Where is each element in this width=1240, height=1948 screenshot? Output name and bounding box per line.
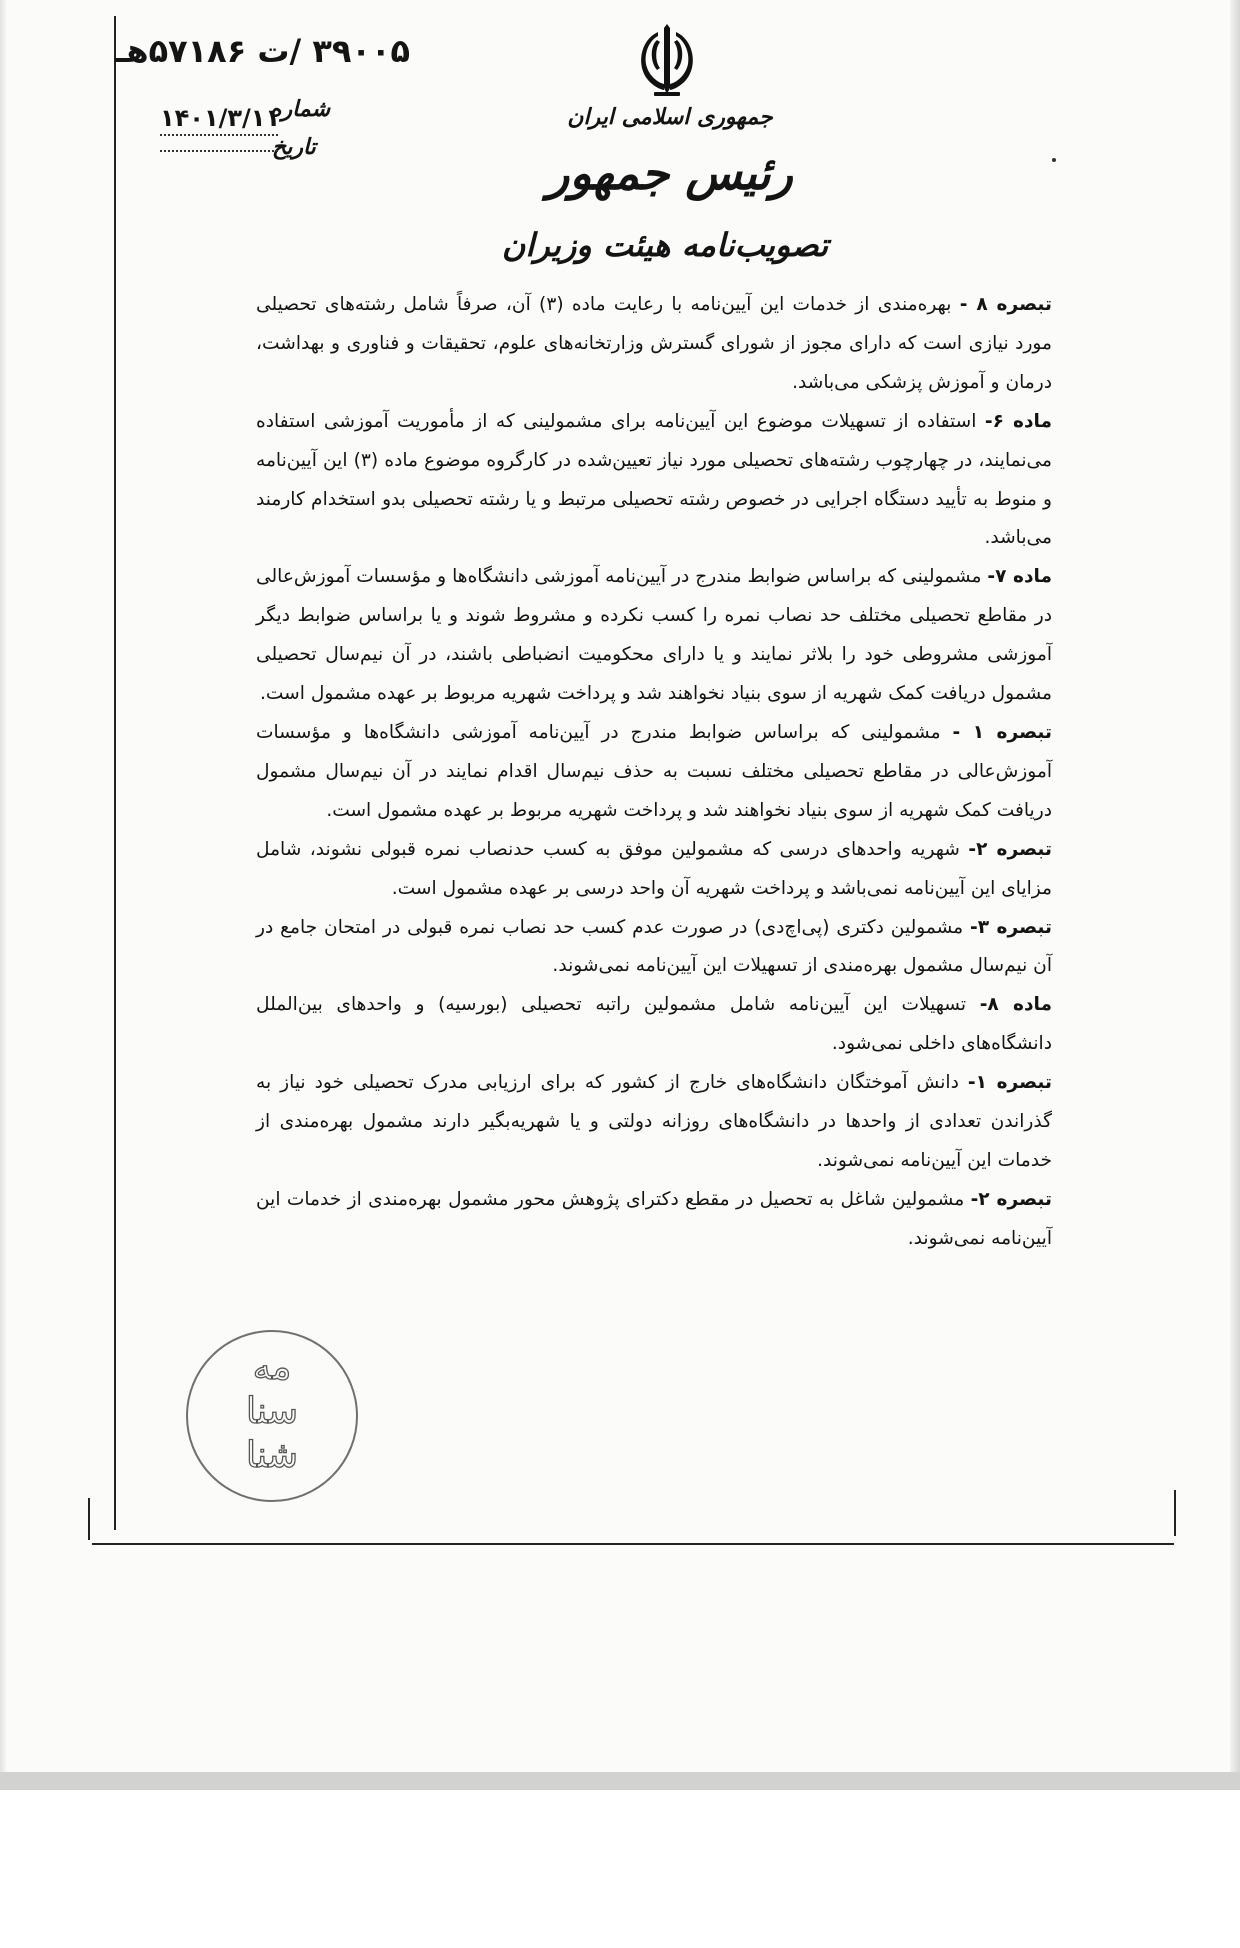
clause-heading: ماده ۸- <box>979 994 1052 1016</box>
clause-text: مشمولینی که براساس ضوابط مندرج در آیین‌نامه آموزشی دانشگاه‌ها و مؤسسات آموزش‌عالی در مقاطع تحصیلی مختلف حد نصاب نمره را کسب نکرده و مشروط شوند و یا براساس ضوابط دیگر آموزشی مشروطی خود را بلاثر نمایند و یا دارای محکومیت انضباطی باشند، در آن نیم‌سال تحصیلی مشمول دریافت کمک شهریه از سوی بنیاد نخواهند شد و پرداخت شهریه مربوط بر عهده مشمول است. <box>256 566 1052 705</box>
clause-heading: ماده ۶- <box>984 410 1052 432</box>
paragraph <box>256 1181 1052 1259</box>
clause-heading: تبصره ۱ - <box>952 721 1052 743</box>
clause-text: تسهیلات این آیین‌نامه شامل مشمولین راتبه تحصیلی (بورسیه) و واحدهای بین‌الملل دانشگاه‌های داخلی نمی‌شود. <box>256 994 1052 1055</box>
scan-bottom-border <box>0 1772 1240 1790</box>
date-dotted-line <box>160 150 278 152</box>
country-name: جمهوری اسلامی ایران <box>567 104 773 130</box>
office-title: رئیس جمهور <box>547 146 793 200</box>
page-right-edge <box>1230 0 1240 1772</box>
clause-text: مشمولین دکتری (پی‌اچ‌دی) در صورت عدم کسب حد نصاب نمره قبولی در امتحان جامع در آن نیم‌سال مشمول بهره‌مندی از تسهیلات این آیین‌نامه نمی‌شوند. <box>256 916 1052 977</box>
clause-heading: تبصره ۳- <box>970 916 1052 938</box>
stamp-line: مه <box>252 1347 292 1388</box>
paragraph <box>256 1064 1052 1181</box>
document-type: تصویب‌نامه هیئت وزیران <box>501 226 829 264</box>
paragraph <box>256 831 1052 909</box>
clause-heading: ماده ۷- <box>987 566 1052 588</box>
stamp-line: سنا <box>246 1391 298 1432</box>
paragraph <box>256 286 1052 403</box>
clause-heading: تبصره ۸ - <box>959 294 1052 315</box>
stamp-line: شنا <box>246 1435 298 1476</box>
clause-text: دانش آموختگان دانشگاه‌های خارج از کشور که برای ارزیابی مدرک تحصیلی خود نیاز به گذراندن تعدادی از واحدها در دانشگاه‌های روزانه دولتی و یا شهریه‌بگیر دارند مشمول بهره‌مندی از خدمات این آیین‌نامه نمی‌شوند. <box>256 1072 1052 1171</box>
page-left-edge <box>0 0 6 1772</box>
number-label: شماره <box>270 96 331 122</box>
clause-heading: تبصره ۲- <box>970 1188 1052 1210</box>
clause-text: مشمولینی که براساس ضوابط مندرج در آیین‌نامه آموزشی دانشگاه‌ها و مؤسسات آموزش‌عالی در مقاطع تحصیلی مختلف نسبت به حذف نیم‌سال اقدام نمایند در آن نیم‌سال مشمول دریافت کمک شهریه از سوی بنیاد نخواهند شد و پرداخت شهریه مربوط بر عهده مشمول است. <box>256 721 1052 821</box>
circular-stamp <box>186 1330 358 1502</box>
clause-text: بهره‌مندی از خدمات این آیین‌نامه با رعایت ماده (۳) آن، صرفاً شامل رشته‌های تحصیلی مورد نیازی است که دارای مجوز از شورای گسترش وزارتخانه‌های علوم، تحقیقات و فناوری و بهداشت، درمان و آموزش پزشکی می‌باشد. <box>256 294 1052 393</box>
document-number: ۳۹۰۰۵ /ت ۵۷۱۸۶هـ <box>115 32 410 70</box>
stamp-text <box>188 1346 356 1478</box>
paragraph <box>256 714 1052 831</box>
document-body <box>256 286 1052 1259</box>
frame-line-bottom <box>92 1543 1174 1545</box>
frame-line-left <box>114 16 116 1530</box>
clause-heading: تبصره ۲- <box>968 838 1052 860</box>
clause-text: شهریه واحدهای درسی که مشمولین موفق به کسب حدنصاب نمره قبولی نشوند، شامل مزایای این آیین‌نامه نمی‌باشد و پرداخت شهریه آن واحد درسی بر عهده مشمول است. <box>256 838 1052 899</box>
paragraph <box>256 558 1052 714</box>
frame-line-right <box>1174 1490 1176 1536</box>
paragraph <box>256 986 1052 1064</box>
clause-text: استفاده از تسهیلات موضوع این آیین‌نامه برای مشمولینی که از مأموریت آموزشی استفاده می‌نمایند، در چهارچوب رشته‌های تحصیلی مورد نیاز تعیین‌شده در کارگروه موضوع ماده (۳) این آیین‌نامه و منوط به تأیید دستگاه اجرایی در خصوص رشته تحصیلی مرتبط و یا رشته تحصیلی بدو استخدام کارمند می‌باشد. <box>256 410 1052 549</box>
frame-line-left-lower <box>88 1498 90 1540</box>
paragraph <box>256 403 1052 559</box>
clause-text: مشمولین شاغل به تحصیل در مقطع دکترای پژوهش محور مشمول بهره‌مندی از خدمات این آیین‌نامه نمی‌شوند. <box>256 1188 1052 1249</box>
national-emblem-icon <box>624 18 710 100</box>
paragraph <box>256 909 1052 987</box>
ink-dot <box>1052 158 1056 162</box>
date-label: تاریخ <box>272 134 316 160</box>
document-date: ۱۴۰۱/۳/۱۱ <box>160 104 278 136</box>
clause-heading: تبصره ۱- <box>967 1072 1052 1094</box>
